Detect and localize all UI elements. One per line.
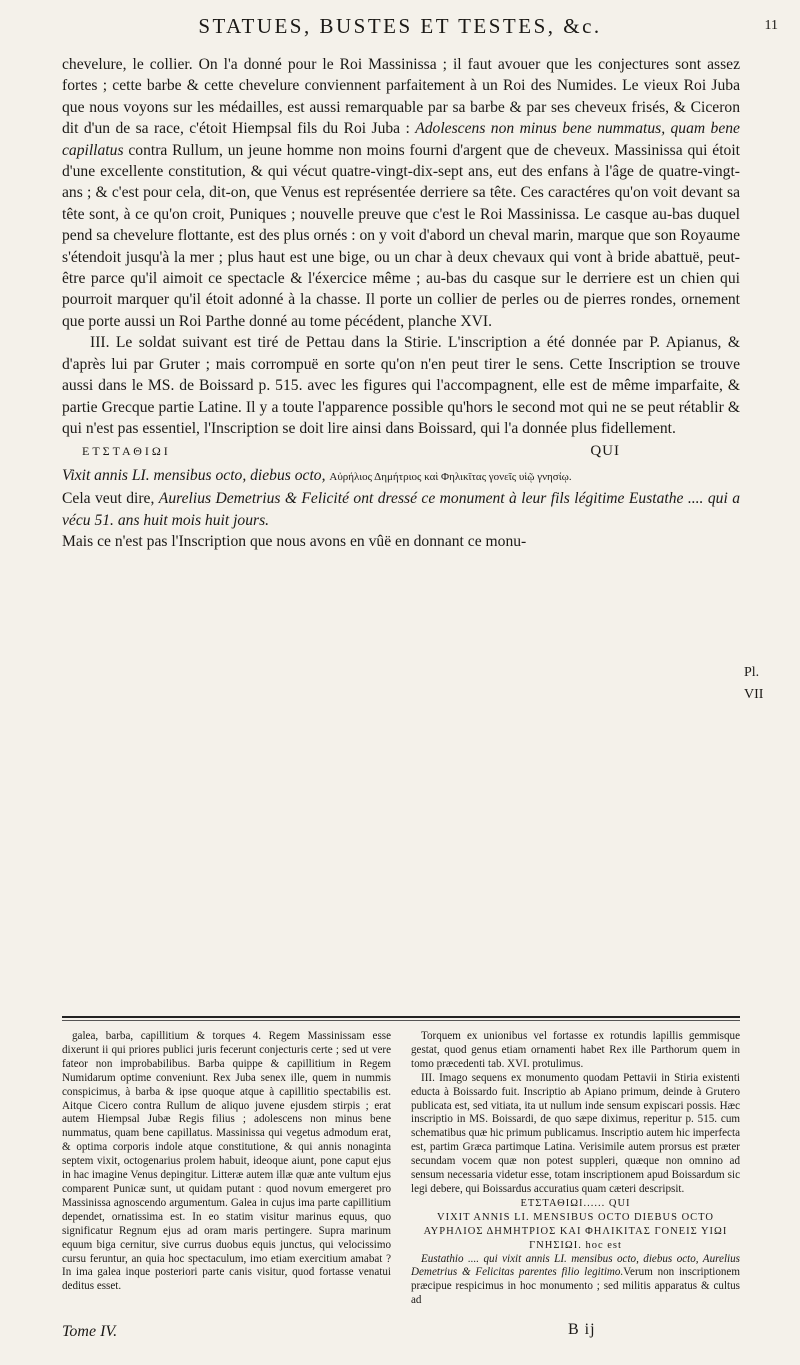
translation-text: Aurelius Demetrius & Felicité ont dressé ce monument à leur fils légitime Eustathe .... qui a vécu 51. ans huit mois huit jours.: [62, 490, 740, 529]
paragraph-soldier: III. Le soldat suivant est tiré de Pettau dans la Stirie. L'inscription a été donnée par P. Apianus, & d'après lui par Gruter ; mais corrompuë en sorte qu'on n'en peut tirer le sens. Cette Inscription se trouve aussi dans le MS. de Boissard p. 515. avec les figures qui l'accompagnent, elle est de même imparfaite, & partie Grecque partie Latine. Il y a toute l'apparence possible qu'hors le second mot qui ne se peut rétablir & qui n'est pas essentiel, l'Inscription se doit lire ainsi dans Boissard, qui l'a donnée plus fidellement.: [62, 334, 740, 437]
inscription-qui-word: QUI: [590, 443, 620, 460]
footnote-right-para-3-tail: Verum non inscriptionem præcipue respicimus in hoc monumento ; sed militis apparatus & cultus ad: [411, 1266, 740, 1307]
page-number: 11: [764, 18, 778, 33]
footnote-rule: [62, 1016, 740, 1018]
footnote-left-text: galea, barba, capillitium & torques 4. Regem Massinissam esse dixerunt ii qui priores publici juris fecerunt conjecturis certe ; sed ut vere fateor non improbabilibus. Barba quippe & capillitium in Regem Numidarum optime conveniunt. Rex Juba senex ille, quem in nummis conspicimus, à barba & ipse quoque atque à capillitio spectabilis est. Aitque Cicero contra Rullum de aliquo juvene ejusdem stirpis ; erat autem Hiempsal Jubæ Regis filius ; adolescens non minus bene nummatus, quam bene capillatus. Massinissa qui vegetus admodum erat, & optima corporis indole atque constitutione, & qui annis nonaginta septem vixit, octogenarius prolem habuit, ideoque aiunt, pone caput ejus in hac imagine Venus depingitur. Litteræ autem illæ quæ ante vultum ejus comparent Punicæ sunt, ut quidam putant : quod novum emergeret pro Massinissa agnoscendo argumentum. Galea in cujus ima parte capillitium dependet, ornatissima est. In eo statim visitur marinus equus, quo significatur Regnum ejus ad oram maris pertingere. Supra marinum equum biga cernitur, sive currus duobus equis junctus, qui velocissimo cursu feruntur, an quia hoc spectaculum, imo etiam exercitium amabat ? In ima galea inque posteriori parte canis visitur, quod fortasse venatui deditus esset.: [62, 1030, 391, 1293]
cicero-quote: Adolescens non minus bene nummatus, quam bene capillatus: [62, 120, 740, 159]
paragraph-massinissa-part-b: contra Rullum, un jeune homme non moins fourni d'argent que de cheveux. Massinissa qui étoit d'une excellente constitution, & qui vécut quatre-vingt-dix-sept ans, eut des enfans à l'âge de quatre-vingt-ans ; & c'est pour cela, dit-on, que Venus est représentée derriere sa tête. Ces caractéres qu'on voit devant sa tête sont, à ce qu'on croit, Puniques ; nouvelle preuve que c'est le Roi Massinissa. Le casque au-bas duquel pend sa chevelure flottante, est des plus ornés : on y voit d'abord un cheval marin, marque que son Royaume s'étendoit jusqu'à la mer ; plus haut est une bige, ou un char à deux chevaux qui vont à bride abattuë, peut-être parce qu'il aimoit ce spectacle & l'éxercice même ; au-bas du casque sur le derriere est un chien qui pourroit marquer qu'il étoit adonné à la chasse. Il porte un collier de perles ou de pierres rondes, ornement que porte aussi un Roi Parthe donné au tome pécédent, planche XVI.: [62, 141, 740, 330]
paragraph-closing: Mais ce n'est pas l'Inscription que nous avons en vûë en donnant ce monu-: [62, 532, 527, 550]
running-head: [0, 14, 800, 44]
main-text: [62, 54, 740, 552]
translation-lead: Cela veut dire,: [62, 490, 159, 508]
running-head-title: STATUES, BUSTES ET TESTES, &c.: [198, 14, 602, 38]
footnote-right-para-1: Torquem ex unionibus vel fortasse ex rotundis lapillis gemmisque gestat, quod genus etiam ornamenti habet Rex ille Parthorum quem in tomo præcedenti tab. XVI. protulimus.: [411, 1030, 740, 1070]
footnote-inscription-latin: VIXIT ANNIS LI. MENSIBUS OCTO DIEBUS OCTO: [437, 1211, 714, 1223]
inscription-greek: Αὐρήλιος Δημήτριος καὶ Φηλικῖτας γονεῖς υἱῷ γνησίῳ.: [329, 470, 572, 483]
footnotes: [62, 1030, 740, 1308]
footnote-column-left: [62, 1030, 391, 1308]
paragraph-massinissa-part-a: chevelure, le collier. On l'a donné pour le Roi Massinissa ; il faut avouer que les conjectures sont assez fortes ; cette barbe & cette chevelure conviennent parfaitement à un Roi des Numides. Le vieux Roi Juba que nous voyons sur les médailles, est aussi remarquable par sa barbe & par ses cheveux frisés, & Ciceron dit d'un de sa race, c'étoit Hiempsal fils du Roi Juba :: [62, 56, 740, 138]
inscription-latin: Vixit annis LI. mensibus octo, diebus octo,: [62, 466, 326, 484]
signature-mark: B ij: [568, 1321, 596, 1338]
footnote-translation: Eustathio .... qui vixit annis LI. mensibus octo, diebus octo, Aurelius Demetrius & Felicitas parentes filio legitimo.: [411, 1252, 740, 1279]
tome-label: Tome IV.: [62, 1323, 118, 1340]
inscription-greek-word: ΕΤΣΤΑΘΙΩΙ: [82, 444, 171, 459]
inscription-line: [62, 465, 740, 488]
footnote-inscription-greek-1: ΕΤΣΤΑΘΙΩΙ...... QUI: [520, 1197, 631, 1209]
paragraph-translation: [62, 488, 740, 531]
footnote-column-right: [411, 1030, 740, 1308]
margin-plate-label: Pl.: [744, 665, 760, 680]
inscription-heading: [62, 439, 740, 464]
footnote-right-para-2: III. Imago sequens ex monumento quodam Pettavii in Stiria existenti educta à Boissardo fuit. Inscriptio ab Apiano primum, deinde à Grutero publicata est, sed vitiata, ita ut nullum inde sensum expiscari possis. Hæc inscriptio in MS. Boissardi, de quo sæpe diximus, reperitur p. 515. cum schematibus quæ hic primum publicamus. Inscriptio autem hic imperfecta est, partim Græca partimque Latina. Verisimile autem prorsus est præter secundam vocem quæ non potest suppleri, quæque non omnino ad sensum necessaria videtur esse, totam inscriptionem apud Boissardum sic legi debere, qui Boissardus accuratius quam cæteri descripsit.: [411, 1071, 740, 1195]
margin-plate-number: VII: [744, 687, 764, 702]
footnote-right-para-3: [411, 1253, 740, 1309]
footnote-rule-thin: [62, 1020, 740, 1021]
footnote-inscription-greek-2: ΑΥΡΗΛΙΟΣ ΔΗΜΗΤΡΙΟΣ ΚΑΙ ΦΗΛΙΚΙΤΑΣ ΓΟΝΕΙΣ ΥΙΩΙ ΓΝΗΣΙΩΙ. hoc est: [423, 1225, 728, 1251]
paragraph-massinissa: [62, 54, 740, 332]
